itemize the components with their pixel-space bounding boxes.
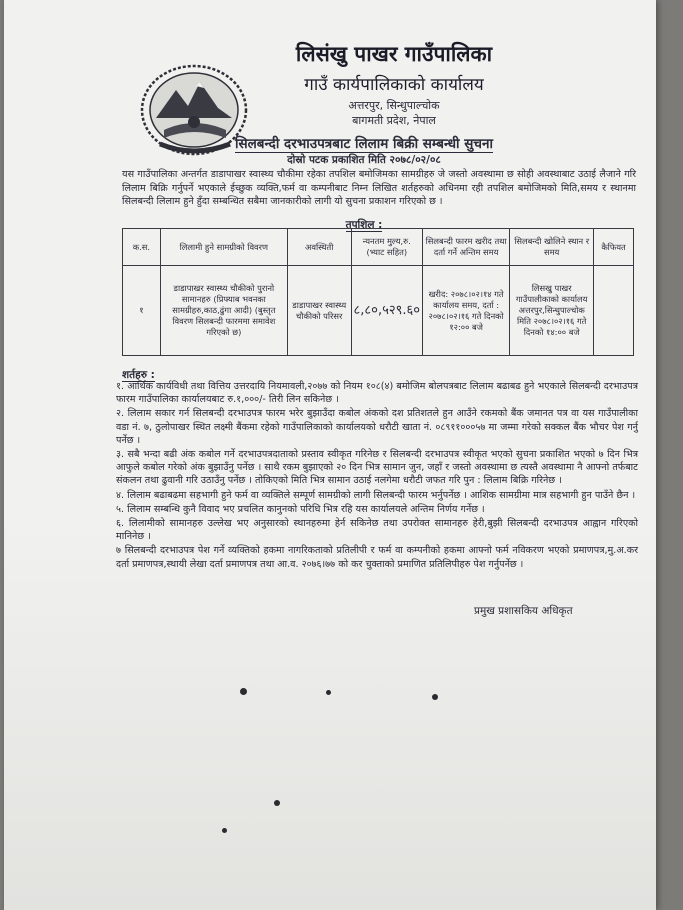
notice-title	[174, 134, 554, 152]
row-deadline: खरीद: २०७८।०२।१४ गते कार्यालय समय, दर्ता : २०७८।०२।१६ गते दिनको १२:०० बजे	[423, 266, 510, 356]
auction-items-table	[122, 228, 634, 356]
row-opening: लिसखु पाखर गाउँपालीकाको कार्यालय अत्तरपुर,सिन्धुपाल्चोक मिति २०७८।०२।१६ गते दिनको १४:०० बजे	[510, 266, 594, 356]
office-name: गाउँ कार्यपालिकाको कार्यालय	[304, 75, 484, 95]
header-location: अवस्थिती	[287, 229, 351, 266]
header-description: लिलामी हुने सामग्रीको विवरण	[160, 229, 287, 266]
condition-item: २. लिलाम सकार गर्न सिलबन्दी दरभाउपत्र फारम भरेर बुझाउँदा कबोल अंकको दश प्रतिशतले हुन आउँने रकमको बैंक जमानत पत्र वा यस गाउँपालीका वडा नं. ७, ठुलोपाखर स्थित लक्ष्मी बैंकमा रहेको गाउँपालिकाको कार्यालयको धरौटी खाता नं. ०८९११०००५७ मा जम्मा गरेको सक्कल बैंक भौचर पेश गर्नु पर्नेछ ।	[116, 408, 638, 446]
notice-title-text: सिलबन्दी दरभाउपत्रबाट लिलाम बिक्री सम्बन्धी सुचना	[235, 136, 493, 152]
conditions-list	[116, 380, 638, 572]
header-deadline: सिलबन्दी फारम खरीद तथा दर्ता गर्ने अन्तिम समय	[423, 229, 510, 266]
condition-item: ६. लिलामीको सामानहरु उल्लेख भए अनुसारको स्थानहरुमा हेर्न सकिनेछ तथा उपरोक्त सामानहरु हेरी,बुझी सिलबन्दी दरभाउपत्र आह्वान गरिएको मानिनेछ ।	[116, 518, 638, 543]
condition-item: ४. लिलाम बढाबढमा सहभागी हुने फर्म वा व्यक्तिले सम्पूर्ण सामग्रीको लागी सिलबन्दी फारम भर्नुपर्नेछ । आशिक सामग्रीमा मात्र सहभागी हुन पाउँने छैन ।	[116, 489, 636, 501]
ink-spot	[240, 688, 247, 695]
condition-item: १. आर्थिक कार्यविधी तथा वित्तिय उत्तरदायि नियमावली,२०७७ को नियम १०८(४) बमोजिम बोलपत्रबाट लिलाम बढाबढ हुने भएकाले सिलबन्दी दरभाउपत्र फारम गाउँपालिका कार्यालयबाट रु.१,०००/- तिरी लिन सकिनेछ ।	[116, 381, 638, 406]
table-header-row	[123, 229, 634, 266]
condition-item: ३. सबै भन्दा बढी अंक कबोल गर्ने दरभाउपत्रदाताको प्रस्ताव स्वीकृत गरिनेछ र सिलबन्दी दरभाउपत्र स्वीकृत भएको सुचना प्रकाशित भएको ७ दिन भित्र आफुले कबोल गरेको अंक बुझाउँनु पर्नेछ । साथै रकम बुझाएको २० दिन भित्र सामान जुन, जहाँ र जस्तो अवस्थामा छ त्यस्तै अवस्थामा नै आफ्नो तर्फबाट संकलन तथा ढुवानी गरि उठाउँनु पर्नेछ । तोकिएको मिति भित्र सामान उठाई नलगेमा धरौटी जफत गरि पुन : लिलाम बिक्रि गरिनेछ ।	[116, 449, 638, 487]
row-remarks	[594, 266, 634, 356]
publication-date: दोस्रो पटक प्रकाशित मिति २०७८/०२/०८	[287, 154, 441, 166]
conditions-title-text: शर्तहरु :	[122, 369, 155, 381]
ink-spot	[326, 690, 331, 695]
intro-paragraph: यस गाउँपालिका अन्तर्गत डाडापाखर स्वास्थ्य चौकीमा रहेका तपशिल बमोजिमका सामग्रीहरु जे जस्तो अवस्थामा छ सोही अवस्थाबाट उठाई लैजाने गरि लिलाम बिक्रि गर्नुपर्ने भएकाले ईच्छुक व्यक्ति,फर्म वा कम्पनीबाट निम्न लिखित शर्तहरुको अधिनमा रही तपशिल बमोजिमको मिति,समय र स्थानमा सिलबन्दी लिलाम हुने हुँदा सम्बन्धित सबैमा जानकारीको लागी यो सुचना प्रकाशन गरिएको छ ।	[122, 169, 636, 207]
row-min-price: ८,८०,५२९.६०	[351, 266, 422, 356]
municipality-name: लिसंखु पाखर गाउँपालिका	[295, 42, 493, 66]
table-title-text: तपशिल :	[345, 219, 383, 231]
header-remarks: कैफियत	[594, 229, 634, 266]
ink-spot	[432, 694, 438, 700]
row-description: डाडापाखर स्वास्थ्य चौकीको पुरानो सामानहरु (प्रिफ्याब भवनका सामग्रीहरु,काठ,ढुंगा आदी) (बुस्तृत विवरण सिलबन्दी फारममा समावेश गरिएको छ)	[160, 266, 287, 356]
header-min-price: न्यनतम मुल्य,रु. (भ्याट सहित)	[351, 229, 422, 266]
header-opening: सिलबन्दी खोलिने स्थान र समय	[510, 229, 594, 266]
notice-paper	[4, 0, 656, 910]
address-line-2: बागमती प्रदेश, नेपाल	[352, 114, 436, 127]
header-sn: क.स.	[123, 229, 161, 266]
row-sn: १	[123, 266, 161, 356]
row-location: डाडापाखर स्वास्थ्य चौकीको परिसर	[287, 266, 351, 356]
table-row	[123, 266, 634, 356]
paper-shadow	[4, 520, 656, 910]
ink-spot	[222, 828, 227, 833]
signatory-title: प्रमुख प्रशासकिय अधिकृत	[474, 605, 573, 617]
address-line-1: अत्तरपुर, सिन्धुपाल्चोक	[348, 99, 440, 112]
condition-item: ५. लिलाम सम्बन्धि कुनै विवाद भए प्रचलित कानुनको परिधि भित्र रहि यस कार्यालयले अन्तिम निर्णय गर्नेछ ।	[116, 503, 485, 515]
condition-item: ७ सिलबन्दी दरभाउपत्र पेश गर्ने व्यक्तिको हकमा नागरिकताको प्रतिलीपी र फर्म वा कम्पनीको हकमा आफ्नो फर्म नविकरण भएको प्रमाणपत्र,मु.अ.कर दर्ता प्रमाणपत्र,स्थायी लेखा दर्ता प्रमाणपत्र तथा आ.व. २०७६।७७ को कर चुक्ताको प्रमाणित प्रतिलिपीहरु पेश गर्नुपर्नेछ ।	[116, 545, 638, 570]
ink-spot	[274, 800, 280, 806]
